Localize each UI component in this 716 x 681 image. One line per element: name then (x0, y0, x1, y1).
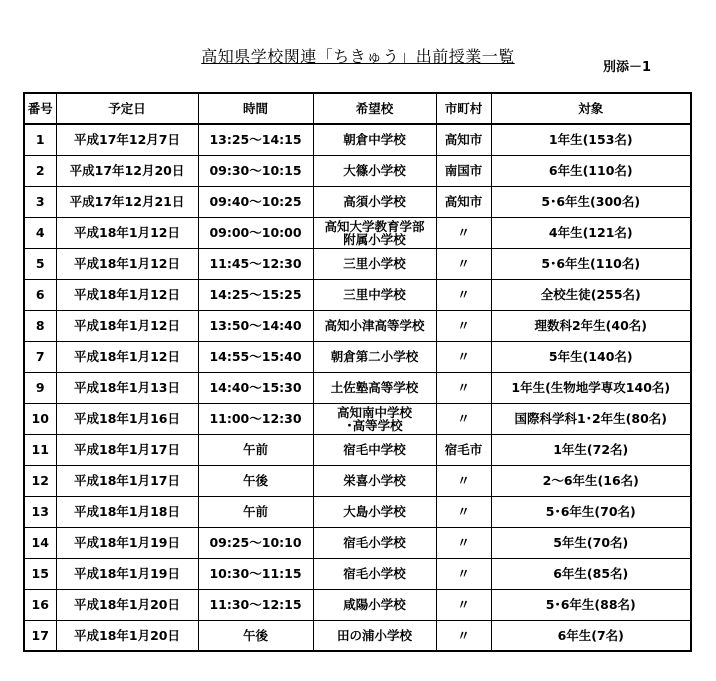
cell-school (313, 248, 436, 279)
cell-school (313, 620, 436, 651)
cell-date: 平成17年12月21日 (56, 186, 198, 217)
header-city: 市町村 (436, 93, 491, 124)
cell-number: 2 (24, 155, 56, 186)
table-row (24, 527, 691, 558)
lesson-table (23, 92, 692, 652)
cell-city: 〃 (436, 248, 491, 279)
cell-date: 平成18年1月12日 (56, 279, 198, 310)
cell-school (313, 310, 436, 341)
cell-date: 平成18年1月12日 (56, 248, 198, 279)
cell-number: 17 (24, 620, 56, 651)
table-row (24, 620, 691, 651)
cell-number: 16 (24, 589, 56, 620)
header-date: 予定日 (56, 93, 198, 124)
cell-date: 平成18年1月17日 (56, 465, 198, 496)
cell-target: 4年生(121名) (491, 217, 691, 248)
table-row (24, 341, 691, 372)
cell-number: 14 (24, 527, 56, 558)
cell-school (313, 558, 436, 589)
cell-target: 5年生(70名) (491, 527, 691, 558)
cell-city: 〃 (436, 527, 491, 558)
header-school: 希望校 (313, 93, 436, 124)
cell-number: 7 (24, 341, 56, 372)
school-name-line: 高須小学校 (343, 194, 406, 209)
school-name-line: 附属小学校 (343, 231, 406, 247)
school-name-line: 大篠小学校 (343, 163, 406, 178)
school-name-line: 朝倉第二小学校 (330, 349, 419, 364)
cell-number: 3 (24, 186, 56, 217)
document-title: 高知県学校関連「ちきゅう」出前授業一覧 (201, 47, 515, 66)
cell-number: 4 (24, 217, 56, 248)
cell-school (313, 279, 436, 310)
cell-school (313, 465, 436, 496)
cell-target: 理数科2年生(40名) (491, 310, 691, 341)
table-row (24, 434, 691, 465)
cell-city: 〃 (436, 403, 491, 434)
cell-city: 〃 (436, 496, 491, 527)
cell-number: 1 (24, 124, 56, 155)
cell-time: 09:30～10:15 (198, 155, 313, 186)
cell-date: 平成17年12月20日 (56, 155, 198, 186)
school-name-line: 宿毛中学校 (343, 442, 406, 457)
cell-date: 平成18年1月19日 (56, 558, 198, 589)
cell-target: 6年生(7名) (491, 620, 691, 651)
cell-date: 平成18年1月20日 (56, 620, 198, 651)
cell-time: 11:00～12:30 (198, 403, 313, 434)
cell-number: 9 (24, 372, 56, 403)
cell-school (313, 434, 436, 465)
table-row (24, 217, 691, 248)
table-row (24, 496, 691, 527)
table-row (24, 372, 691, 403)
cell-date: 平成18年1月16日 (56, 403, 198, 434)
cell-city: 〃 (436, 620, 491, 651)
cell-time: 午後 (198, 465, 313, 496)
cell-city: 〃 (436, 279, 491, 310)
school-name-line: 高知小津高等学校 (324, 318, 425, 333)
school-name-line: 朝倉中学校 (343, 132, 406, 148)
cell-number: 11 (24, 434, 56, 465)
cell-time: 11:45～12:30 (198, 248, 313, 279)
cell-date: 平成18年1月18日 (56, 496, 198, 527)
table-row (24, 310, 691, 341)
cell-city: 〃 (436, 372, 491, 403)
cell-date: 平成18年1月12日 (56, 217, 198, 248)
header-target: 対象 (491, 93, 691, 124)
cell-target: 1年生(153名) (491, 124, 691, 155)
school-name-line: 宿毛小学校 (343, 535, 406, 550)
table-row (24, 186, 691, 217)
cell-school (313, 155, 436, 186)
cell-city: 〃 (436, 558, 491, 589)
cell-city: 宿毛市 (436, 434, 491, 465)
cell-city: 〃 (436, 310, 491, 341)
cell-number: 13 (24, 496, 56, 527)
cell-target: 5･6年生(110名) (491, 248, 691, 279)
cell-time: 14:25～15:25 (198, 279, 313, 310)
cell-time: 午前 (198, 496, 313, 527)
table-header-row (24, 93, 691, 124)
cell-school (313, 589, 436, 620)
attachment-label: 別添－1 (603, 60, 652, 75)
cell-city: 南国市 (436, 155, 491, 186)
cell-school (313, 341, 436, 372)
cell-school (313, 186, 436, 217)
cell-date: 平成18年1月13日 (56, 372, 198, 403)
school-name-line: ･高等学校 (346, 417, 403, 433)
school-name-line: 宿毛小学校 (343, 566, 406, 581)
cell-number: 15 (24, 558, 56, 589)
cell-target: 5･6年生(300名) (491, 186, 691, 217)
table-row (24, 403, 691, 434)
cell-date: 平成18年1月20日 (56, 589, 198, 620)
table-row (24, 155, 691, 186)
cell-city: 〃 (436, 217, 491, 248)
school-name-line: 土佐塾高等学校 (330, 380, 419, 395)
school-name-line: 田の浦小学校 (336, 627, 412, 643)
table-row (24, 248, 691, 279)
table-row (24, 124, 691, 155)
cell-date: 平成18年1月12日 (56, 310, 198, 341)
school-name-line: 栄喜小学校 (343, 473, 406, 488)
cell-time: 13:50～14:40 (198, 310, 313, 341)
cell-time: 14:40～15:30 (198, 372, 313, 403)
cell-number: 5 (24, 248, 56, 279)
cell-target: 6年生(110名) (491, 155, 691, 186)
cell-number: 12 (24, 465, 56, 496)
table-row (24, 589, 691, 620)
cell-time: 09:00～10:00 (198, 217, 313, 248)
cell-target: 5･6年生(70名) (491, 496, 691, 527)
cell-city: 〃 (436, 589, 491, 620)
header-time: 時間 (198, 93, 313, 124)
cell-date: 平成18年1月19日 (56, 527, 198, 558)
school-name-line: 高知南中学校 (336, 404, 412, 420)
cell-number: 6 (24, 279, 56, 310)
cell-target: 2～6年生(16名) (491, 465, 691, 496)
header-number: 番号 (24, 93, 56, 124)
cell-date: 平成18年1月17日 (56, 434, 198, 465)
cell-target: 国際科学科1･2年生(80名) (491, 403, 691, 434)
cell-school (313, 496, 436, 527)
cell-number: 8 (24, 310, 56, 341)
cell-number: 10 (24, 403, 56, 434)
school-name-line: 高知大学教育学部 (324, 218, 425, 234)
cell-target: 6年生(85名) (491, 558, 691, 589)
cell-time: 13:25～14:15 (198, 124, 313, 155)
cell-school (313, 527, 436, 558)
cell-time: 10:30～11:15 (198, 558, 313, 589)
cell-city: 高知市 (436, 124, 491, 155)
cell-time: 09:40～10:25 (198, 186, 313, 217)
cell-city: 〃 (436, 465, 491, 496)
school-name-line: 咸陽小学校 (343, 597, 406, 612)
table-row (24, 465, 691, 496)
cell-school (313, 124, 436, 155)
school-name-line: 三里小学校 (343, 256, 406, 271)
cell-city: 〃 (436, 341, 491, 372)
cell-city: 高知市 (436, 186, 491, 217)
cell-time: 14:55～15:40 (198, 341, 313, 372)
cell-school (313, 217, 436, 248)
school-name-line: 大島小学校 (343, 504, 406, 519)
table-row (24, 279, 691, 310)
cell-school (313, 372, 436, 403)
cell-target: 1年生(72名) (491, 434, 691, 465)
cell-target: 5年生(140名) (491, 341, 691, 372)
cell-target: 全校生徒(255名) (491, 279, 691, 310)
cell-time: 11:30～12:15 (198, 589, 313, 620)
cell-time: 午後 (198, 620, 313, 651)
cell-school (313, 403, 436, 434)
cell-target: 5･6年生(88名) (491, 589, 691, 620)
cell-date: 平成18年1月12日 (56, 341, 198, 372)
school-name-line: 三里中学校 (343, 287, 406, 302)
cell-time: 09:25～10:10 (198, 527, 313, 558)
table-row (24, 558, 691, 589)
cell-date: 平成17年12月7日 (56, 124, 198, 155)
cell-target: 1年生(生物地学専攻140名) (491, 372, 691, 403)
cell-time: 午前 (198, 434, 313, 465)
